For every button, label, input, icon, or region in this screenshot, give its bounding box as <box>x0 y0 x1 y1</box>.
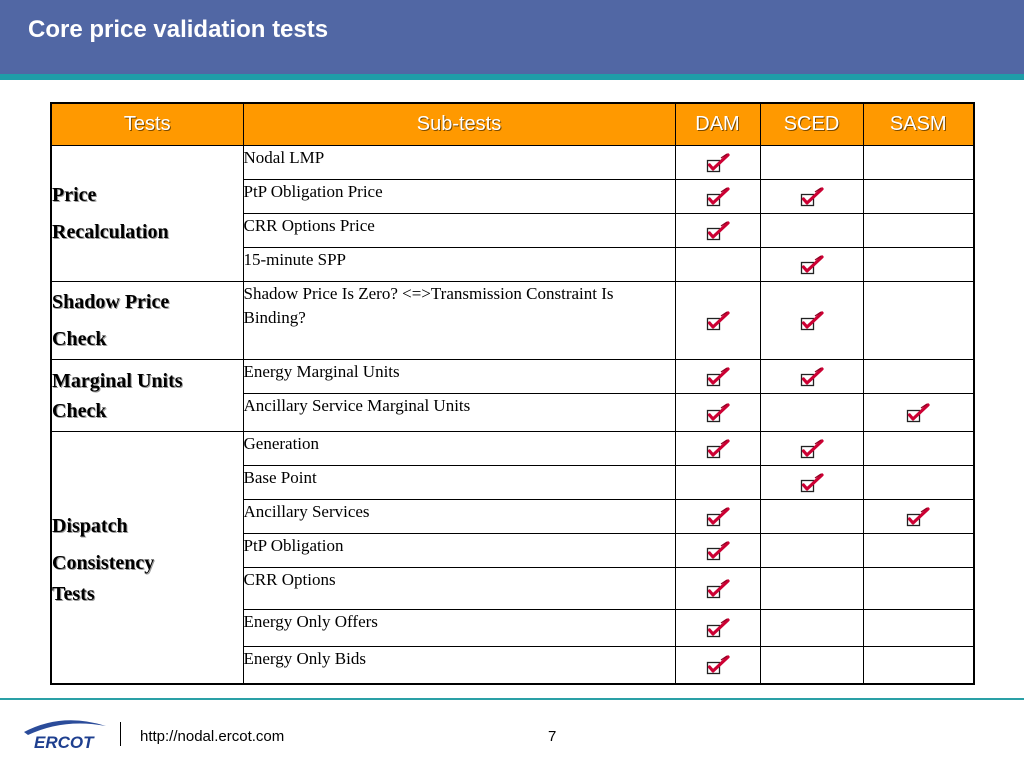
checkbox-check-icon <box>706 367 730 387</box>
sced-cell <box>760 180 863 214</box>
sced-cell <box>760 432 863 466</box>
sced-cell <box>760 394 863 432</box>
dam-cell <box>675 568 760 610</box>
subtest-cell: 15-minute SPP <box>243 248 675 282</box>
sasm-cell <box>863 610 974 647</box>
checkbox-check-icon <box>706 221 730 241</box>
checkbox-check-icon <box>706 311 730 331</box>
checkbox-check-icon <box>906 403 930 423</box>
table-row <box>51 360 974 394</box>
checkbox-check-icon <box>706 153 730 173</box>
table-row <box>51 282 974 360</box>
title-accent-stripe <box>0 74 1024 80</box>
dam-cell <box>675 432 760 466</box>
sasm-cell <box>863 214 974 248</box>
subtest-cell: Ancillary Service Marginal Units <box>243 394 675 432</box>
dam-cell <box>675 282 760 360</box>
sasm-cell <box>863 432 974 466</box>
footer-url: http://nodal.ercot.com <box>140 728 285 745</box>
sasm-cell <box>863 534 974 568</box>
dam-cell <box>675 534 760 568</box>
category-line: Price <box>52 183 97 206</box>
sced-cell <box>760 500 863 534</box>
header-subtests: Sub-tests <box>243 103 675 146</box>
sced-cell <box>760 534 863 568</box>
table-header-row <box>51 103 974 146</box>
dam-cell <box>675 394 760 432</box>
sasm-cell <box>863 360 974 394</box>
header-sced: SCED <box>760 103 863 146</box>
dam-cell <box>675 647 760 684</box>
header-sasm: SASM <box>863 103 974 146</box>
dam-cell <box>675 214 760 248</box>
validation-tests-table <box>50 102 975 685</box>
sced-cell <box>760 568 863 610</box>
checkbox-check-icon <box>800 367 824 387</box>
sced-cell <box>760 248 863 282</box>
checkbox-check-icon <box>706 403 730 423</box>
page-number: 7 <box>548 728 557 745</box>
logo-text: ERCOT <box>34 733 94 752</box>
table-row <box>51 146 974 180</box>
dam-cell <box>675 610 760 647</box>
checkbox-check-icon <box>706 541 730 561</box>
category-shadow-price-check <box>51 282 243 360</box>
subtest-cell: Generation <box>243 432 675 466</box>
dam-cell <box>675 248 760 282</box>
sced-cell <box>760 282 863 360</box>
sasm-cell <box>863 394 974 432</box>
checkbox-check-icon <box>706 507 730 527</box>
subtest-cell: CRR Options <box>243 568 675 610</box>
checkbox-check-icon <box>706 655 730 675</box>
category-line: Check <box>52 327 107 350</box>
sasm-cell <box>863 500 974 534</box>
subtest-cell: Base Point <box>243 466 675 500</box>
subtest-cell: Energy Only Bids <box>243 647 675 684</box>
category-line: Shadow Price <box>52 290 170 313</box>
checkbox-check-icon <box>800 473 824 493</box>
category-line: Tests <box>52 583 95 606</box>
slide-title: Core price validation tests <box>28 16 329 43</box>
footer-vertical-divider <box>120 722 121 746</box>
header-tests: Tests <box>51 103 243 146</box>
subtest-cell: Shadow Price Is Zero? <=>Transmission Constraint Is Binding? <box>243 282 675 360</box>
sasm-cell <box>863 248 974 282</box>
category-dispatch-consistency-tests <box>51 432 243 684</box>
category-marginal-units-check <box>51 360 243 432</box>
dam-cell <box>675 146 760 180</box>
subtest-cell: Energy Marginal Units <box>243 360 675 394</box>
checkbox-check-icon <box>800 255 824 275</box>
sasm-cell <box>863 466 974 500</box>
checkbox-check-icon <box>706 187 730 207</box>
checkbox-check-icon <box>906 507 930 527</box>
category-line: Marginal Units <box>52 369 183 392</box>
checkbox-check-icon <box>800 439 824 459</box>
subtest-cell: CRR Options Price <box>243 214 675 248</box>
dam-cell <box>675 500 760 534</box>
dam-cell <box>675 360 760 394</box>
sced-cell <box>760 214 863 248</box>
subtest-cell: Ancillary Services <box>243 500 675 534</box>
sasm-cell <box>863 180 974 214</box>
sasm-cell <box>863 146 974 180</box>
dam-cell <box>675 180 760 214</box>
sced-cell <box>760 610 863 647</box>
footer-divider-line <box>0 698 1024 700</box>
subtest-cell: Energy Only Offers <box>243 610 675 647</box>
subtest-cell: Nodal LMP <box>243 146 675 180</box>
sced-cell <box>760 360 863 394</box>
checkbox-check-icon <box>800 187 824 207</box>
sasm-cell <box>863 647 974 684</box>
checkbox-check-icon <box>706 618 730 638</box>
sasm-cell <box>863 568 974 610</box>
table-row <box>51 432 974 466</box>
subtest-cell: PtP Obligation <box>243 534 675 568</box>
checkbox-check-icon <box>706 439 730 459</box>
sced-cell <box>760 647 863 684</box>
checkbox-check-icon <box>706 579 730 599</box>
sced-cell <box>760 466 863 500</box>
category-line: Consistency <box>52 552 155 575</box>
category-line: Check <box>52 399 107 422</box>
dam-cell <box>675 466 760 500</box>
category-line: Recalculation <box>52 220 169 243</box>
sasm-cell <box>863 282 974 360</box>
subtest-cell: PtP Obligation Price <box>243 180 675 214</box>
category-line: Dispatch <box>52 515 128 538</box>
checkbox-check-icon <box>800 311 824 331</box>
category-price-recalculation <box>51 146 243 282</box>
ercot-logo <box>14 714 114 752</box>
sced-cell <box>760 146 863 180</box>
header-dam: DAM <box>675 103 760 146</box>
